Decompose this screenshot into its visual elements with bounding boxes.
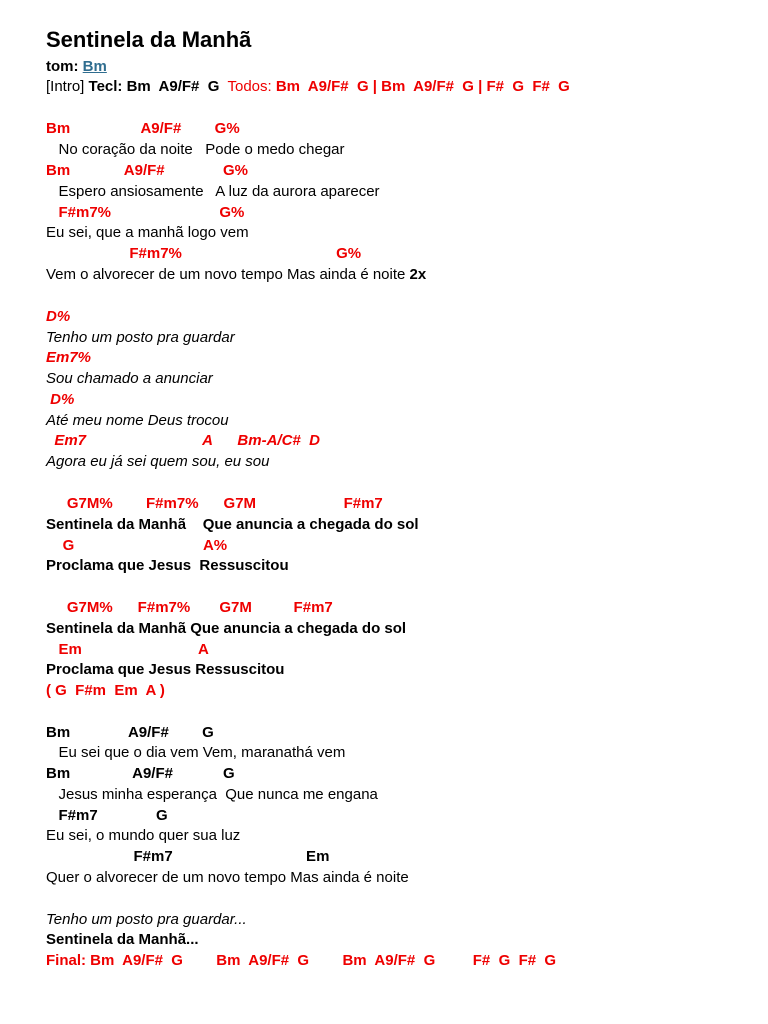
sheet-line: [46, 494, 383, 514]
sheet-line: [46, 556, 289, 576]
sheet-line: [46, 369, 213, 389]
chord-text: Em7%: [46, 349, 92, 366]
lyric-text: Bm A9/F# G: [46, 724, 214, 741]
sheet-line: [46, 452, 269, 472]
chord-text: D%: [46, 308, 71, 325]
sheet-line: [46, 140, 345, 160]
lyric-text: No coração da noite Pode o medo chegar: [46, 141, 345, 158]
sheet-line: [46, 723, 214, 743]
chord-text: Bm A9/F# G | Bm A9/F# G | F# G F# G: [275, 78, 570, 95]
sheet-line: [46, 431, 320, 451]
lyric-text: Tenho um posto pra guardar...: [46, 911, 247, 928]
sheet-line: [46, 806, 168, 826]
sheet-line: [46, 265, 426, 285]
lyric-text: Sou chamado a anunciar: [46, 370, 213, 387]
song-title: Sentinela da Manhã: [46, 27, 252, 52]
sheet-line: [46, 536, 227, 556]
chord-text: G7M% F#m7% G7M F#m7: [46, 599, 333, 616]
chord-text: D%: [46, 391, 75, 408]
sheet-line: [46, 348, 91, 368]
lyric-text: Agora eu já sei quem sou, eu sou: [46, 453, 270, 470]
sheet-line: [46, 598, 333, 618]
sheet-line: [46, 57, 107, 77]
sheet-line: [46, 785, 378, 805]
sheet-line: [46, 244, 361, 264]
lyric-text: Tenho um posto pra guardar: [46, 329, 235, 346]
key-link[interactable]: Bm: [82, 58, 107, 75]
lyric-text: Eu sei, o mundo quer sua luz: [46, 827, 241, 844]
lyric-text: Eu sei que o dia vem Vem, maranathá vem: [46, 744, 346, 761]
sheet-line: [46, 161, 248, 181]
chord-text: Bm A9/F# G%: [46, 162, 248, 179]
lyric-text: Jesus minha esperança Que nunca me engana: [46, 786, 378, 803]
chord-text: Em A: [46, 641, 209, 658]
lyric-text: Até meu nome Deus trocou: [46, 412, 229, 429]
lyric-text: Sentinela da Manhã Que anuncia a chegada do sol: [46, 516, 419, 533]
chord-text: Todos:: [219, 78, 276, 95]
lyric-text: Bm A9/F# G: [46, 765, 235, 782]
sheet-line: [46, 390, 74, 410]
sheet-line: [46, 868, 409, 888]
sheet-line: [46, 660, 284, 680]
lyric-text: Quer o alvorecer de um novo tempo Mas ainda é noite: [46, 869, 409, 886]
lyric-text: F#m7 Em: [46, 848, 330, 865]
sheet-line: [46, 681, 165, 701]
chord-text: F#m7% G%: [46, 204, 245, 221]
sheet-line: [46, 910, 247, 930]
chord-text: G7M% F#m7% G7M F#m7: [46, 495, 383, 512]
sheet-line: [46, 119, 240, 139]
sheet-line: [46, 328, 235, 348]
sheet-line: [46, 826, 240, 846]
lyric-text: Eu sei, que a manhã logo vem: [46, 224, 249, 241]
sheet-line: [46, 951, 556, 971]
chord-text: Em7 A Bm-A/C# D: [46, 432, 320, 449]
lyric-text: Tecl: Bm A9/F# G: [88, 78, 220, 95]
chord-text: F#m7% G%: [46, 245, 362, 262]
lyric-text: [Intro]: [46, 78, 89, 95]
sheet-line: [46, 411, 229, 431]
lyric-text: Sentinela da Manhã...: [46, 931, 199, 948]
sheet-line: [46, 307, 70, 327]
lyric-text: tom:: [46, 58, 83, 75]
sheet-line: [46, 930, 199, 950]
sheet-line: [46, 515, 419, 535]
sheet-line: [46, 640, 209, 660]
sheet-line: [46, 764, 235, 784]
chord-text: Final: Bm A9/F# G Bm A9/F# G Bm A9/F# G F# G F# G: [46, 952, 557, 969]
lyric-text: Proclama que Jesus Ressuscitou: [46, 661, 285, 678]
lyric-text: F#m7 G: [46, 807, 168, 824]
sheet-line: [46, 223, 249, 243]
sheet-line: [46, 77, 570, 97]
lyric-text: Proclama que Jesus Ressuscitou: [46, 557, 289, 574]
chord-text: Bm A9/F# G%: [46, 120, 240, 137]
chord-text: G A%: [46, 537, 228, 554]
chord-text: ( G F#m Em A ): [46, 682, 165, 699]
sheet-line: [46, 203, 244, 223]
sheet-line: [46, 182, 380, 202]
sheet-line: [46, 619, 406, 639]
sheet-line: [46, 743, 345, 763]
lyric-text: Vem o alvorecer de um novo tempo Mas ainda é noite: [46, 266, 410, 283]
lyric-text: Espero ansiosamente A luz da aurora aparecer: [46, 183, 380, 200]
lyric-text: 2x: [409, 266, 427, 283]
lyric-text: Sentinela da Manhã Que anuncia a chegada do sol: [46, 620, 407, 637]
sheet-line: [46, 847, 329, 867]
